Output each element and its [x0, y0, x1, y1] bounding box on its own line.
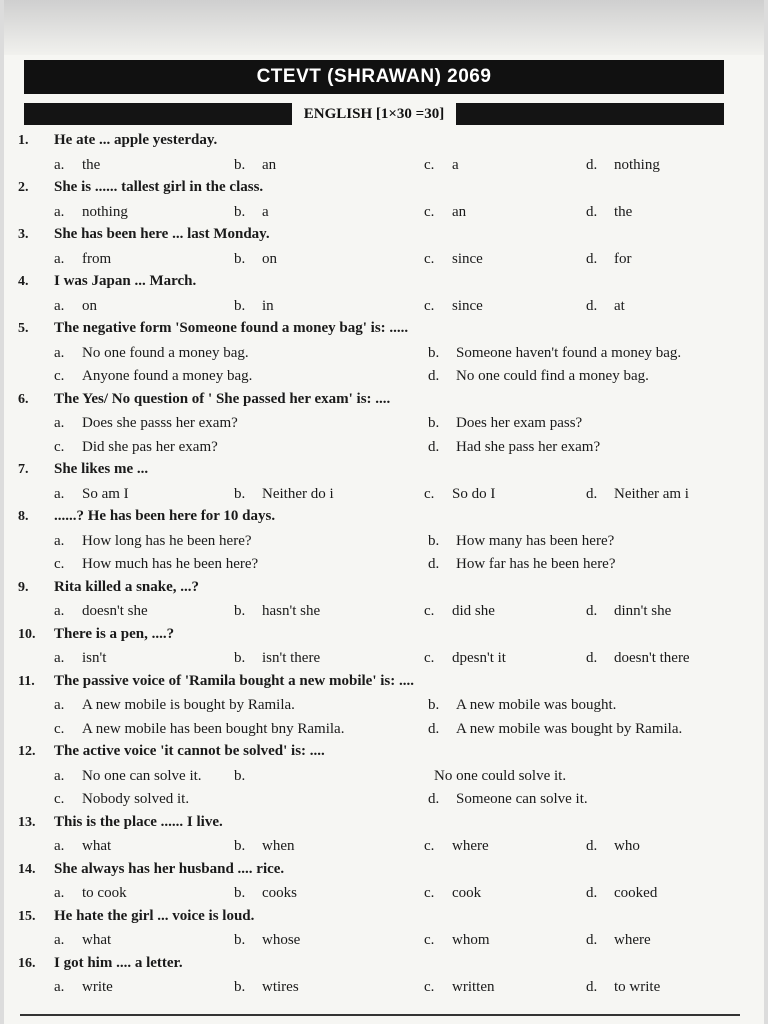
option-letter: d. — [428, 720, 440, 737]
answer-option — [428, 556, 616, 573]
option-text: Did she pas her exam? — [82, 438, 218, 455]
option-text: since — [452, 250, 483, 267]
option-letter: c. — [54, 720, 65, 737]
option-letter: c. — [424, 885, 435, 901]
answer-option — [234, 932, 300, 949]
options-row — [4, 156, 744, 180]
option-letter: d. — [586, 603, 598, 619]
answer-option — [586, 932, 651, 949]
question-text: The Yes/ No question of ' She passed her exam' is: .... — [54, 390, 391, 407]
answer-option — [234, 298, 274, 315]
option-text: Anyone found a money bag. — [82, 368, 253, 384]
answer-option — [234, 486, 334, 503]
question-number: 16. — [18, 955, 36, 971]
option-letter: c. — [424, 203, 435, 220]
answer-option — [424, 932, 490, 949]
question-stem — [4, 861, 744, 885]
question-item — [4, 955, 744, 1002]
answer-option — [586, 157, 660, 174]
option-text: nothing — [82, 203, 128, 220]
question-stem — [4, 579, 744, 603]
answer-option — [424, 603, 495, 620]
option-letter: c. — [424, 485, 435, 502]
option-text: So do I — [452, 485, 496, 502]
answer-option — [54, 603, 148, 620]
option-letter: c. — [424, 603, 435, 619]
option-letter: b. — [234, 250, 246, 267]
question-stem — [4, 226, 744, 250]
question-item — [4, 908, 744, 955]
question-text: I got him .... a letter. — [54, 954, 183, 971]
option-letter: c. — [54, 438, 65, 455]
question-number: 6. — [18, 391, 29, 407]
answer-option — [54, 838, 111, 855]
option-text: in — [262, 297, 274, 314]
option-text: hasn't she — [262, 603, 321, 619]
question-number: 4. — [18, 274, 29, 289]
question-item — [4, 461, 744, 508]
answer-option — [54, 439, 218, 456]
option-text: since — [452, 297, 483, 314]
option-text: did she — [452, 603, 495, 619]
option-text: for — [614, 250, 632, 267]
options-row — [4, 250, 744, 274]
answer-option — [54, 932, 111, 949]
answer-option — [428, 415, 582, 432]
option-text: where — [614, 932, 651, 948]
answer-option — [586, 885, 657, 902]
option-letter: d. — [586, 650, 598, 666]
question-item — [4, 273, 744, 320]
option-letter: d. — [428, 791, 440, 807]
question-number: 10. — [18, 626, 36, 642]
question-item — [4, 673, 744, 744]
answer-option — [428, 345, 681, 362]
option-letter: b. — [234, 979, 246, 995]
option-text: A new mobile was bought by Ramila. — [456, 720, 683, 737]
option-text: write — [82, 979, 113, 995]
question-text: ......? He has been here for 10 days. — [54, 508, 276, 524]
option-letter: c. — [424, 932, 435, 948]
question-number: 15. — [18, 908, 36, 924]
question-item — [4, 626, 744, 673]
option-letter: d. — [586, 932, 598, 948]
option-text: No one could solve it. — [434, 767, 567, 784]
option-text: nothing — [614, 156, 660, 173]
question-text: The passive voice of 'Ramila bought a new mobile' is: .... — [54, 672, 415, 689]
answer-option — [54, 556, 258, 573]
answer-option — [586, 979, 660, 996]
option-letter: b. — [234, 885, 246, 901]
question-text: She always has her husband .... rice. — [54, 860, 285, 877]
answer-option — [234, 157, 276, 174]
option-letter: d. — [586, 297, 598, 314]
option-letter: b. — [234, 203, 246, 220]
subject-banner — [24, 103, 724, 125]
question-stem — [4, 273, 744, 297]
option-text: How much has he been here? — [82, 556, 259, 572]
answer-option — [54, 721, 344, 738]
option-text: whom — [452, 932, 490, 948]
option-text: from — [82, 250, 112, 267]
question-text: This is the place ...... I live. — [54, 813, 223, 830]
question-stem — [4, 626, 744, 650]
answer-option — [424, 650, 506, 667]
question-stem — [4, 955, 744, 979]
option-letter: a. — [54, 603, 65, 619]
option-letter: d. — [428, 368, 440, 384]
option-text: an — [452, 203, 467, 220]
answer-option — [424, 885, 481, 902]
options-row — [4, 931, 744, 955]
answer-option — [428, 368, 649, 385]
option-text: No one can solve it. — [82, 767, 202, 784]
option-letter: a. — [54, 297, 65, 314]
option-text: a — [262, 203, 269, 220]
answer-option — [428, 533, 614, 550]
option-text: Does her exam pass? — [456, 415, 583, 431]
option-letter: a. — [54, 156, 65, 173]
question-number: 5. — [18, 321, 29, 336]
option-letter: d. — [428, 556, 440, 572]
answer-option — [54, 298, 97, 315]
option-text: No one could find a money bag. — [456, 368, 649, 384]
options-row — [4, 485, 744, 509]
answer-option — [54, 486, 129, 503]
option-text: cooks — [262, 885, 297, 901]
option-letter: d. — [586, 250, 598, 267]
option-letter: b. — [234, 485, 246, 502]
answer-option — [586, 650, 690, 667]
options-row — [4, 978, 744, 1002]
question-item — [4, 579, 744, 626]
option-letter: a. — [54, 203, 65, 220]
option-text: an — [262, 156, 277, 173]
answer-option — [586, 486, 689, 503]
option-text: doesn't she — [82, 603, 148, 619]
option-text: How many has been here? — [456, 532, 615, 549]
option-letter: d. — [428, 438, 440, 455]
question-text: He ate ... apple yesterday. — [54, 132, 218, 148]
option-text: a — [452, 156, 459, 173]
answer-option — [424, 486, 495, 503]
option-letter: b. — [428, 697, 440, 713]
question-stem — [4, 320, 744, 344]
option-text: on — [82, 297, 97, 314]
answer-option — [54, 251, 111, 268]
question-text: She has been here ... last Monday. — [54, 226, 270, 242]
option-text: on — [262, 250, 277, 267]
question-stem — [4, 391, 744, 415]
answer-option — [234, 979, 299, 996]
question-stem — [4, 132, 744, 156]
option-text: A new mobile is bought by Ramila. — [82, 697, 295, 713]
answer-option — [234, 838, 295, 855]
option-letter: b. — [234, 838, 246, 854]
options-row — [4, 555, 744, 579]
option-letter: c. — [424, 838, 435, 854]
question-text: The negative form 'Someone found a money bag' is: ..... — [54, 320, 409, 336]
question-text: The active voice 'it cannot be solved' is: .... — [54, 743, 325, 759]
option-letter: c. — [424, 250, 435, 267]
question-text: There is a pen, ....? — [54, 625, 175, 642]
answer-option — [424, 298, 483, 315]
options-row — [4, 720, 744, 744]
answer-option — [54, 650, 106, 667]
options-row — [4, 884, 744, 908]
question-stem — [4, 743, 744, 767]
option-text: doesn't there — [614, 650, 690, 666]
option-letter: d. — [586, 885, 598, 901]
question-text: I was Japan ... March. — [54, 273, 197, 289]
option-letter: a. — [54, 979, 65, 995]
options-row — [4, 532, 744, 556]
option-letter: b. — [428, 532, 440, 549]
answer-option — [234, 650, 320, 667]
question-number: 11. — [18, 673, 35, 689]
answer-option — [54, 204, 128, 221]
question-number: 12. — [18, 744, 36, 759]
answer-option — [234, 204, 269, 221]
question-item — [4, 391, 744, 462]
bottom-divider — [20, 1014, 740, 1016]
option-letter: b. — [234, 650, 246, 666]
option-text: No one found a money bag. — [82, 344, 249, 361]
answer-option — [424, 251, 483, 268]
answer-option — [54, 697, 295, 714]
question-item — [4, 179, 744, 226]
option-text: when — [262, 838, 295, 854]
options-row — [4, 602, 744, 626]
question-number: 7. — [18, 462, 29, 477]
subject-title: ENGLISH [1×30 =30] — [292, 103, 456, 125]
option-letter: a. — [54, 250, 65, 267]
option-letter: d. — [586, 203, 598, 220]
option-text: what — [82, 838, 112, 854]
answer-option — [54, 768, 202, 785]
question-item — [4, 508, 744, 579]
option-text: written — [452, 979, 495, 995]
option-letter: c. — [424, 650, 435, 666]
answer-option — [424, 838, 489, 855]
options-row — [4, 203, 744, 227]
option-text: at — [614, 297, 625, 314]
question-stem — [4, 908, 744, 932]
option-text: Neither am i — [614, 485, 689, 502]
option-text: whose — [262, 932, 301, 948]
answer-option — [586, 251, 632, 268]
options-row — [4, 414, 744, 438]
answer-option — [54, 533, 252, 550]
question-number: 3. — [18, 227, 29, 242]
answer-option — [428, 791, 588, 808]
question-item — [4, 743, 744, 814]
answer-option — [54, 345, 249, 362]
option-letter: a. — [54, 932, 65, 948]
option-text: How far has he been here? — [456, 556, 616, 572]
option-text: to write — [614, 979, 661, 995]
exam-title: CTEVT (SHRAWAN) 2069 — [256, 66, 492, 87]
option-letter: a. — [54, 485, 65, 502]
option-letter: d. — [586, 485, 598, 502]
option-text: isn't there — [262, 650, 321, 666]
option-letter: c. — [424, 297, 435, 314]
answer-option — [428, 721, 682, 738]
question-text: She likes me ... — [54, 461, 149, 477]
question-item — [4, 132, 744, 179]
option-text: A new mobile has been bought bny Ramila. — [82, 720, 345, 737]
question-item — [4, 861, 744, 908]
option-letter: a. — [54, 344, 65, 361]
answer-option — [54, 157, 100, 174]
answer-option — [428, 697, 616, 714]
option-letter: b. — [428, 344, 440, 361]
question-number: 14. — [18, 861, 36, 877]
question-stem — [4, 461, 744, 485]
option-letter: d. — [586, 979, 598, 995]
option-text: dinn't she — [614, 603, 672, 619]
option-letter: a. — [54, 767, 65, 784]
option-letter: c. — [424, 156, 435, 173]
option-text: Someone haven't found a money bag. — [456, 344, 682, 361]
answer-option — [54, 979, 113, 996]
option-text: Someone can solve it. — [456, 791, 588, 807]
options-row — [4, 438, 744, 462]
answer-option — [234, 603, 320, 620]
option-letter: a. — [54, 885, 65, 901]
option-text: A new mobile was bought. — [456, 697, 617, 713]
option-text: isn't — [82, 650, 107, 666]
question-item — [4, 814, 744, 861]
option-text: where — [452, 838, 489, 854]
option-text: Nobody solved it. — [82, 791, 190, 807]
option-letter: b. — [234, 932, 246, 948]
answer-option — [54, 368, 252, 385]
option-letter: c. — [424, 979, 435, 995]
option-text: to cook — [82, 885, 127, 901]
option-text: wtires — [262, 979, 299, 995]
options-row — [4, 696, 744, 720]
answer-option — [54, 791, 189, 808]
question-stem — [4, 508, 744, 532]
option-text: cooked — [614, 885, 658, 901]
option-letter: c. — [54, 556, 65, 572]
option-letter: b. — [234, 603, 246, 619]
question-text: She is ...... tallest girl in the class. — [54, 179, 264, 195]
question-number: 1. — [18, 133, 29, 148]
answer-option — [586, 838, 640, 855]
answer-option — [54, 415, 238, 432]
question-text: He hate the girl ... voice is loud. — [54, 907, 255, 924]
question-stem — [4, 814, 744, 838]
options-row — [4, 344, 744, 368]
option-text: So am I — [82, 485, 129, 502]
option-letter: c. — [54, 368, 65, 384]
answer-option — [586, 603, 671, 620]
options-row — [4, 649, 744, 673]
option-text: Had she pass her exam? — [456, 438, 601, 455]
option-text: Does she passs her exam? — [82, 415, 238, 431]
option-letter: d. — [586, 156, 598, 173]
option-text: what — [82, 932, 112, 948]
question-item — [4, 226, 744, 273]
option-text: the — [614, 203, 633, 220]
option-text: the — [82, 156, 101, 173]
question-stem — [4, 673, 744, 697]
page-top-shadow — [4, 0, 764, 55]
exam-page — [4, 0, 764, 1024]
option-text: dpesn't it — [452, 650, 506, 666]
answer-option — [586, 298, 625, 315]
question-list — [4, 132, 744, 1002]
option-letter: a. — [54, 838, 65, 854]
answer-option — [234, 251, 277, 268]
option-letter: c. — [54, 791, 65, 807]
options-row — [4, 367, 744, 391]
exam-title-banner — [24, 60, 724, 94]
answer-option — [234, 885, 297, 902]
question-number: 2. — [18, 180, 29, 195]
option-letter: a. — [54, 697, 65, 713]
question-text: Rita killed a snake, ...? — [54, 578, 200, 595]
option-letter: b. — [234, 767, 246, 784]
question-number: 13. — [18, 814, 36, 830]
options-row — [4, 790, 744, 814]
option-letter: b. — [428, 415, 440, 431]
question-item — [4, 320, 744, 391]
option-letter: a. — [54, 415, 65, 431]
option-text: Neither do i — [262, 485, 334, 502]
answer-option — [428, 439, 600, 456]
question-number: 9. — [18, 579, 29, 595]
option-text: who — [614, 838, 640, 854]
option-letter: b. — [234, 156, 246, 173]
options-row — [4, 297, 744, 321]
option-letter: a. — [54, 650, 65, 666]
option-letter: a. — [54, 532, 65, 549]
options-row — [4, 767, 744, 791]
answer-option — [424, 157, 459, 174]
options-row — [4, 837, 744, 861]
option-text: cook — [452, 885, 482, 901]
question-stem — [4, 179, 744, 203]
question-number: 8. — [18, 509, 29, 524]
option-letter: d. — [586, 838, 598, 854]
answer-option — [586, 204, 632, 221]
option-text: How long has he been here? — [82, 532, 252, 549]
option-letter: b. — [234, 297, 246, 314]
answer-option — [424, 204, 466, 221]
answer-option — [424, 979, 495, 996]
answer-option — [54, 885, 127, 902]
